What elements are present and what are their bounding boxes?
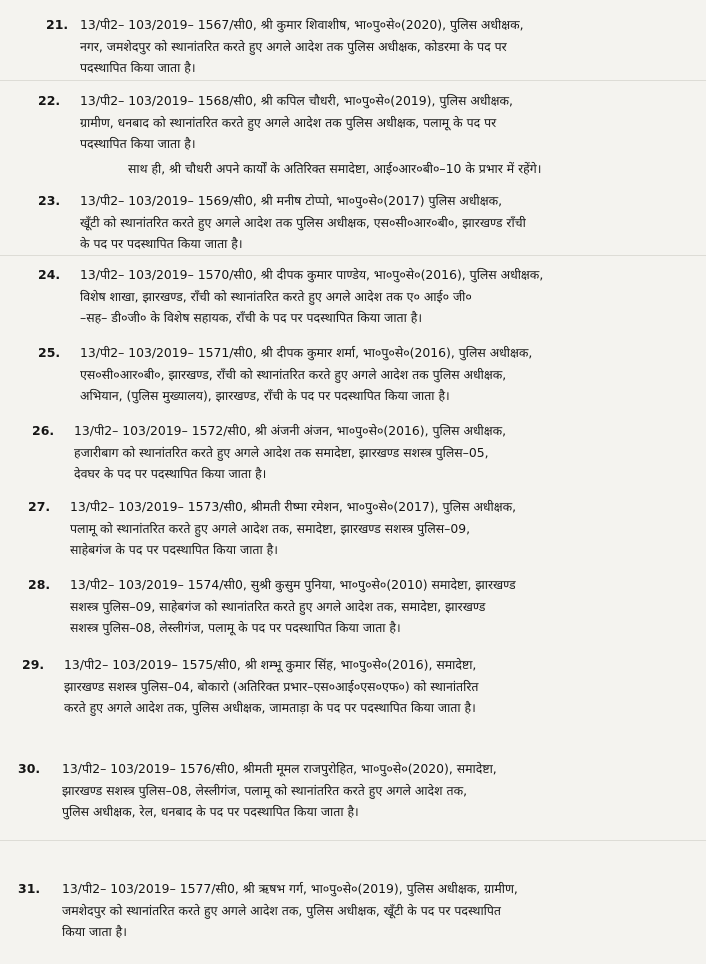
entry-line: हजारीबाग को स्थानांतरित करते हुए अगले आदेश तक समादेष्टा, झारखण्ड सशस्त्र पुलिस–05,: [74, 444, 489, 460]
entry-line: एस०सी०आर०बी०, झारखण्ड, राँची को स्थानांतरित करते हुए अगले आदेश तक पुलिस अधीक्षक,: [80, 366, 507, 382]
entry-number: 22.: [38, 93, 61, 108]
entry-line: पुलिस अधीक्षक, रेल, धनबाद के पद पर पदस्थापित किया जाता है।: [62, 804, 359, 819]
entry-line: झारखण्ड सशस्त्र पुलिस–04, बोकारो (अतिरिक्त प्रभार–एस०आई०एस०एफ०) को स्थानांतरित: [64, 678, 479, 694]
additional-charge-note: साथ ही, श्री चौधरी अपने कार्यों के अतिरिक्त समादेष्टा, आई०आर०बी०–10 के प्रभार में रहेंगे।: [128, 161, 542, 176]
divider: [0, 840, 706, 841]
entry-line: झारखण्ड सशस्त्र पुलिस–08, लेस्लीगंज, पलामू को स्थानांतरित करते हुए अगले आदेश तक,: [62, 782, 468, 798]
entry-text: [80, 342, 664, 407]
entry-line: नगर, जमशेदपुर को स्थानांतरित करते हुए अगले आदेश तक पुलिस अधीक्षक, कोडरमा के पद पर: [80, 38, 507, 54]
entry-line: देवघर के पद पर पदस्थापित किया जाता है।: [74, 466, 267, 481]
entry-line: 13/पी2– 103/2019– 1567/सी0, श्री कुमार शिवाशीष, भा०पु०से०(2020), पुलिस अधीक्षक,: [80, 17, 524, 32]
entry-line: 13/पी2– 103/2019– 1570/सी0, श्री दीपक कुमार पाण्डेय, भा०पु०से०(2016), पुलिस अधीक्षक,: [80, 267, 544, 282]
entry-line: पलामू को स्थानांतरित करते हुए अगले आदेश तक, समादेष्टा, झारखण्ड सशस्त्र पुलिस–09,: [70, 520, 471, 536]
entry-number: 25.: [38, 345, 61, 360]
entry-line: किया जाता है।: [62, 924, 127, 939]
entry-line: पदस्थापित किया जाता है।: [80, 60, 196, 75]
entry-line: अभियान, (पुलिस मुख्यालय), झारखण्ड, राँची के पद पर पदस्थापित किया जाता है।: [80, 388, 450, 403]
entry-line: –सह– डी०जी० के विशेष सहायक, राँची के पद पर पदस्थापित किया जाता है।: [80, 310, 423, 325]
entry-text: [80, 90, 662, 155]
entry-line: के पद पर पदस्थापित किया जाता है।: [80, 236, 243, 251]
entry-text: [70, 496, 666, 561]
entry-line: सशस्त्र पुलिस–09, साहेबगंज को स्थानांतरित करते हुए अगले आदेश तक, समादेष्टा, झारखण्ड: [70, 598, 486, 614]
entry-text: [80, 264, 664, 329]
entry-line: 13/पी2– 103/2019– 1576/सी0, श्रीमती मूमल राजपुरोहित, भा०पु०से०(2020), समादेष्टा,: [62, 761, 497, 776]
entry-line: विशेष शाखा, झारखण्ड, राँची को स्थानांतरित करते हुए अगले आदेश तक ए० आई० जी०: [80, 288, 472, 304]
entry-line: खूँटी को स्थानांतरित करते हुए अगले आदेश तक पुलिस अधीक्षक, एस०सी०आर०बी०, झारखण्ड राँची: [80, 214, 526, 230]
entry-text: [80, 190, 662, 255]
entry-number: 21.: [46, 17, 69, 32]
entry-number: 26.: [32, 423, 55, 438]
entry-text: [80, 14, 662, 79]
entry-text: [62, 758, 676, 823]
divider: [0, 80, 706, 81]
entry-number: 30.: [18, 761, 41, 776]
entry-text: [74, 420, 666, 485]
entry-number: 27.: [28, 499, 51, 514]
entry-line: ग्रामीण, धनबाद को स्थानांतरित करते हुए अगले आदेश तक पुलिस अधीक्षक, पलामू के पद पर: [80, 114, 497, 130]
entry-number: 23.: [38, 193, 61, 208]
entry-text: [64, 654, 674, 719]
entry-line: जमशेदपुर को स्थानांतरित करते हुए अगले आदेश तक, पुलिस अधीक्षक, खूँटी के पद पर पदस्थापित: [62, 902, 501, 918]
entry-line: करते हुए अगले आदेश तक, पुलिस अधीक्षक, जामताड़ा के पद पर पदस्थापित किया जाता है।: [64, 700, 476, 715]
entry-line: 13/पी2– 103/2019– 1571/सी0, श्री दीपक कुमार शर्मा, भा०पु०से०(2016), पुलिस अधीक्षक,: [80, 345, 533, 360]
entry-number: 29.: [22, 657, 45, 672]
entry-line: 13/पी2– 103/2019– 1569/सी0, श्री मनीष टोप्पो, भा०पु०से०(2017) पुलिस अधीक्षक,: [80, 193, 503, 208]
entry-line: सशस्त्र पुलिस–08, लेस्लीगंज, पलामू के पद पर पदस्थापित किया जाता है।: [70, 620, 401, 635]
entry-number: 24.: [38, 267, 61, 282]
entry-line: पदस्थापित किया जाता है।: [80, 136, 196, 151]
entry-text: [62, 878, 678, 943]
entry-line: साहेबगंज के पद पर पदस्थापित किया जाता है।: [70, 542, 278, 557]
entry-line: 13/पी2– 103/2019– 1577/सी0, श्री ऋषभ गर्ग, भा०पु०से०(2019), पुलिस अधीक्षक, ग्रामीण,: [62, 881, 518, 896]
entry-number: 28.: [28, 577, 51, 592]
entry-number: 31.: [18, 881, 41, 896]
entry-text: [70, 574, 670, 639]
entry-line: 13/पी2– 103/2019– 1568/सी0, श्री कपिल चौधरी, भा०पु०से०(2019), पुलिस अधीक्षक,: [80, 93, 513, 108]
entry-line: 13/पी2– 103/2019– 1575/सी0, श्री शम्भू कुमार सिंह, भा०पु०से०(2016), समादेष्टा,: [64, 657, 477, 672]
entry-line: 13/पी2– 103/2019– 1574/सी0, सुश्री कुसुम पुनिया, भा०पु०से०(2010) समादेष्टा, झारखण्ड: [70, 577, 516, 592]
entry-line: 13/पी2– 103/2019– 1572/सी0, श्री अंजनी अंजन, भा०पु०से०(2016), पुलिस अधीक्षक,: [74, 423, 507, 438]
entry-line: 13/पी2– 103/2019– 1573/सी0, श्रीमती रीष्मा रमेशन, भा०पु०से०(2017), पुलिस अधीक्षक,: [70, 499, 517, 514]
divider: [0, 255, 706, 256]
